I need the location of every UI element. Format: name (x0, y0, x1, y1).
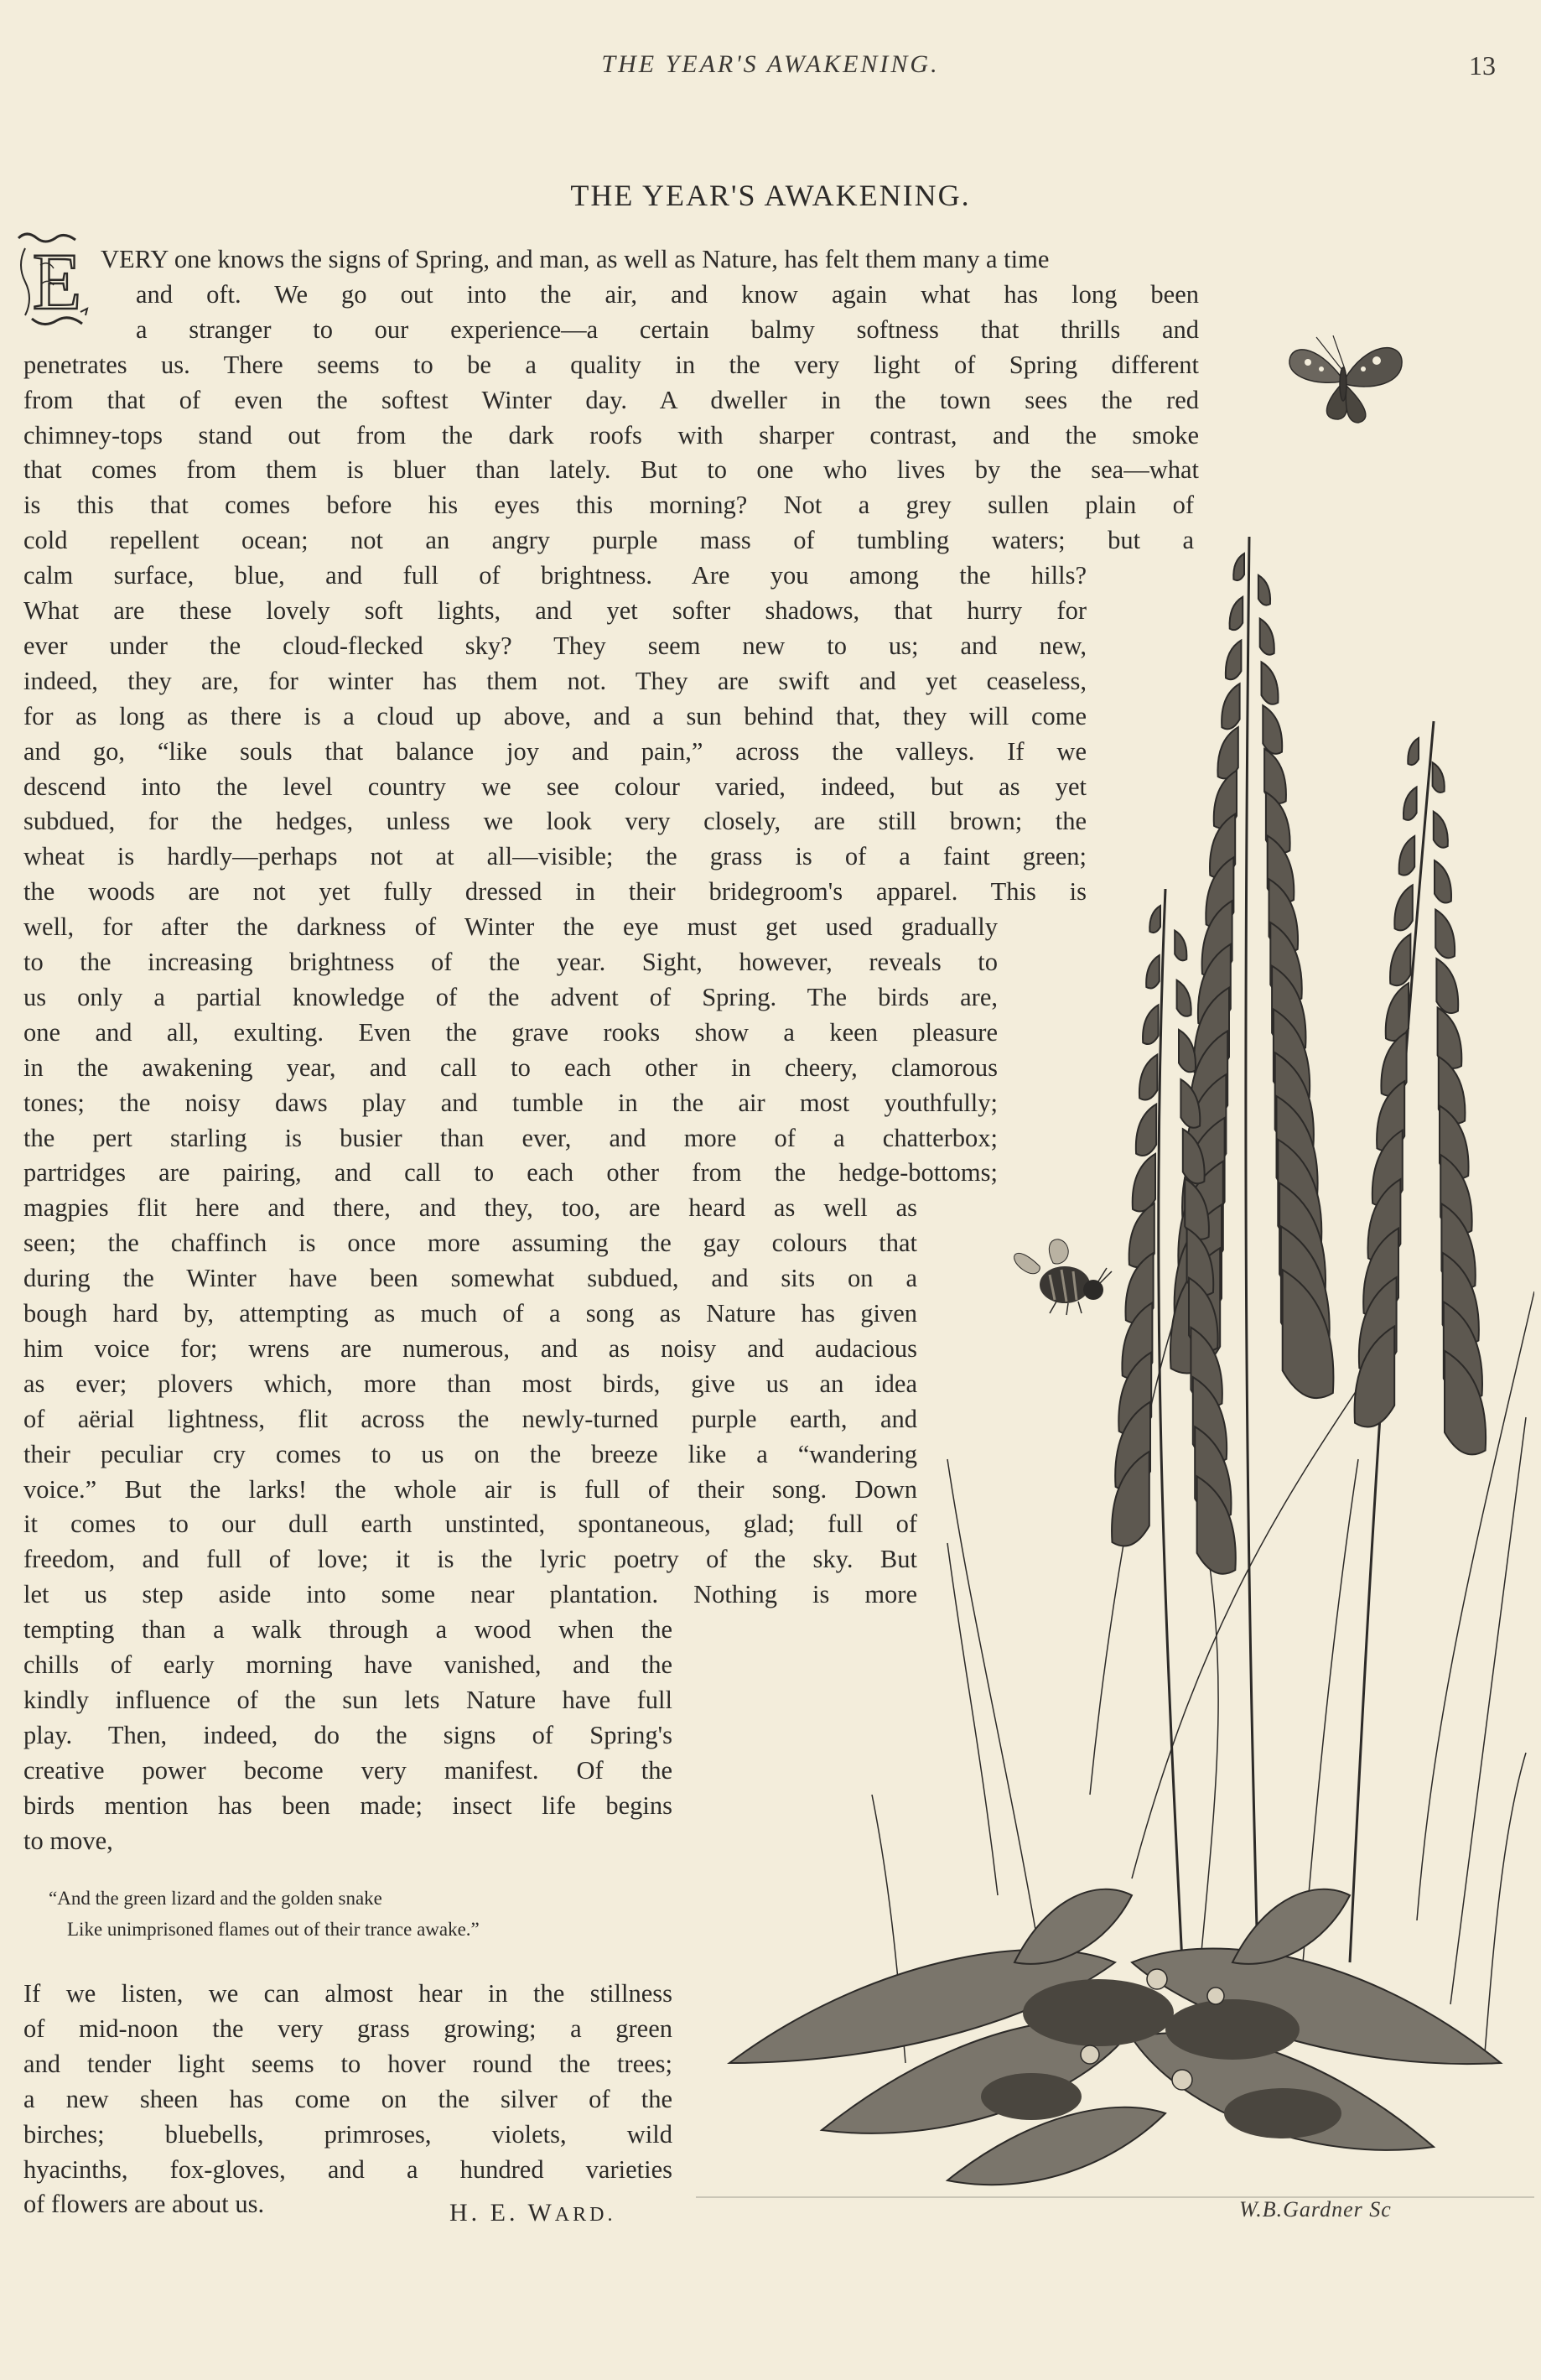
body-line: and go, “like souls that balance joy and pain,” across the valleys. If we (23, 736, 1087, 766)
foxglove-bell (1177, 980, 1191, 1016)
body-line: penetrates us. There seems to be a quality in the very light of Spring different (23, 350, 1199, 379)
foxglove-bell (1226, 641, 1242, 680)
body-line: chills of early morning have vanished, and the (23, 1650, 672, 1679)
foxglove-bell (1260, 619, 1274, 655)
body-line: as ever; plovers which, more than most birds, give us an idea (23, 1369, 917, 1398)
body-line: the woods are not yet fully dressed in their bridegroom's apparel. This is (23, 877, 1087, 907)
foxglove-bell (1136, 1104, 1156, 1156)
body-line: wheat is hardly—perhaps not at all—visible; the grass is of a faint green; (23, 842, 1087, 871)
body-line: to the increasing brightness of the year. Sight, however, reveals to (23, 948, 998, 976)
body-line: let us step aside into some near plantation. Nothing is more (23, 1580, 917, 1609)
body-line: a stranger to our experience—a certain balmy softness that thrills and (136, 314, 1199, 344)
butterfly-illustration (1283, 335, 1409, 428)
ornamental-drop-cap (15, 231, 99, 330)
foxglove-bell (1399, 836, 1415, 876)
body-line: calm surface, blue, and full of brightness. Are you among the hills? (23, 561, 1087, 590)
body-line: kindly influence of the sun lets Nature have full (23, 1685, 672, 1714)
foxglove-bell (1436, 959, 1458, 1013)
foxglove-bell (1394, 885, 1412, 930)
body-line: birds mention has been made; insect life begins (23, 1790, 672, 1820)
foxglove-bell (1435, 860, 1451, 902)
body-line: and oft. We go out into the air, and know again what has long been (136, 279, 1199, 309)
author-signature (449, 2199, 615, 2227)
body-line: one and all, exulting. Even the grave rooks show a keen pleasure (23, 1017, 998, 1047)
body-line: from that of even the softest Winter day. A dweller in the town sees the red (23, 385, 1199, 414)
foxglove-bell (1435, 910, 1455, 959)
foxglove-bell (1143, 1005, 1159, 1044)
foxglove-bell (1175, 931, 1186, 961)
body-line: is this that comes before his eyes this morning? Not a grey sullen plain of (23, 491, 1194, 520)
foxglove-bell (1146, 955, 1160, 988)
body-line: tones; the noisy daws play and tumble in the air most youthfully; (23, 1088, 998, 1117)
body-line: us only a partial knowledge of the advent of Spring. The birds are, (23, 982, 998, 1011)
body-line: seen; the chaffinch is once more assuming the gay colours that (23, 1229, 917, 1258)
body-line: cold repellent ocean; not an angry purple mass of tumbling waters; but a (23, 526, 1194, 555)
foxglove-bell (1263, 705, 1282, 754)
closing-line: of flowers are about us. (23, 2190, 265, 2219)
closing-line: hyacinths, fox-gloves, and a hundred varieties (23, 2154, 672, 2184)
body-line: tempting than a walk through a wood when the (23, 1615, 672, 1645)
foxglove-bell (1149, 906, 1160, 933)
body-line: of aërial lightness, flit across the newly-turned purple earth, and (23, 1404, 917, 1433)
closing-line: birches; bluebells, primroses, violets, wild (23, 2119, 672, 2149)
body-line: during the Winter have been somewhat subdued, and sits on a (23, 1264, 917, 1293)
engraver-signature: W.B.Gardner Sc (1239, 2197, 1392, 2222)
body-line: What are these lovely soft lights, and yet softer shadows, that hurry for (23, 596, 1087, 625)
article-title: THE YEAR'S AWAKENING. (570, 179, 971, 212)
foxglove-bell (1390, 934, 1410, 985)
body-line: descend into the level country we see colour varied, indeed, but as yet (23, 772, 1087, 801)
foxglove-bell (1230, 597, 1243, 630)
closing-line: and tender light seems to hover round the trees; (23, 2049, 672, 2078)
foxglove-bell (1404, 787, 1417, 819)
body-line: to move, (23, 1826, 113, 1855)
body-line: him voice for; wrens are numerous, and as noisy and audacious (23, 1333, 917, 1363)
author-surname-initial: W (527, 2199, 555, 2227)
body-line: it comes to our dull earth unstinted, spontaneous, glad; full of (23, 1510, 917, 1539)
closing-line: If we listen, we can almost hear in the stillness (23, 1979, 672, 2008)
quote-line: Like unimprisoned flames out of their trance awake.” (67, 1919, 480, 1940)
body-line: freedom, and full of love; it is the lyric poetry of the sky. But (23, 1545, 917, 1574)
quote-line: “And the green lizard and the golden snake (49, 1888, 382, 1909)
foxglove-illustration (696, 537, 1534, 2256)
foxglove-bell (1408, 738, 1419, 765)
body-line: magpies flit here and there, and they, too, are heard as well as (23, 1193, 917, 1223)
body-line: play. Then, indeed, do the signs of Spring's (23, 1720, 672, 1749)
foxglove-bell (1133, 1154, 1155, 1212)
body-line: that comes from them is bluer than lately. But to one who lives by the sea—what (23, 455, 1199, 485)
foxglove-bell (1179, 1030, 1196, 1072)
foxglove-bell (1222, 683, 1239, 729)
foxglove-bell (1139, 1055, 1157, 1100)
body-line: the pert starling is busier than ever, and more of a chatterbox; (23, 1123, 998, 1152)
body-line: voice.” But the larks! the whole air is full of their song. Down (23, 1474, 917, 1504)
foxglove-bell (1433, 762, 1445, 792)
body-line: for as long as there is a cloud up above, and a sun behind that, they will come (23, 701, 1087, 730)
foxglove-bell (1233, 553, 1244, 580)
running-title: THE YEAR'S AWAKENING. (601, 50, 940, 78)
body-line: VERY one knows the signs of Spring, and man, as well as Nature, has felt them many a time (101, 245, 1050, 273)
body-line: partridges are pairing, and call to each other from the hedge-bottoms; (23, 1158, 998, 1187)
foxglove-bell (1262, 662, 1279, 704)
body-line: bough hard by, attempting as much of a song as Nature has given (23, 1299, 917, 1328)
body-line: subdued, for the hedges, unless we look very closely, are still brown; the (23, 807, 1087, 836)
body-line: well, for after the darkness of Winter the eye must get used gradually (23, 912, 998, 942)
drop-cap-letter: E (32, 236, 82, 326)
body-line: in the awakening year, and call to each other in cheery, clamorous (23, 1052, 998, 1082)
body-line: ever under the cloud-flecked sky? They seem new to us; and new, (23, 631, 1087, 660)
author-initials: H. E. (449, 2199, 519, 2227)
closing-line: a new sheen has come on the silver of the (23, 2084, 672, 2113)
body-line: chimney-tops stand out from the dark roofs with sharper contrast, and the smoke (23, 420, 1199, 449)
body-line: indeed, they are, for winter has them not. They are swift and yet ceaseless, (23, 666, 1087, 695)
body-line: their peculiar cry comes to us on the breeze like a “wandering (23, 1439, 917, 1468)
author-surname-rest: ARD. (554, 2204, 616, 2226)
foxglove-bell (1258, 575, 1270, 605)
foxglove-bell (1434, 812, 1448, 848)
page-number: 13 (1469, 50, 1496, 81)
closing-line: of mid-noon the very grass growing; a green (23, 2014, 672, 2043)
body-line: creative power become very manifest. Of the (23, 1755, 672, 1785)
